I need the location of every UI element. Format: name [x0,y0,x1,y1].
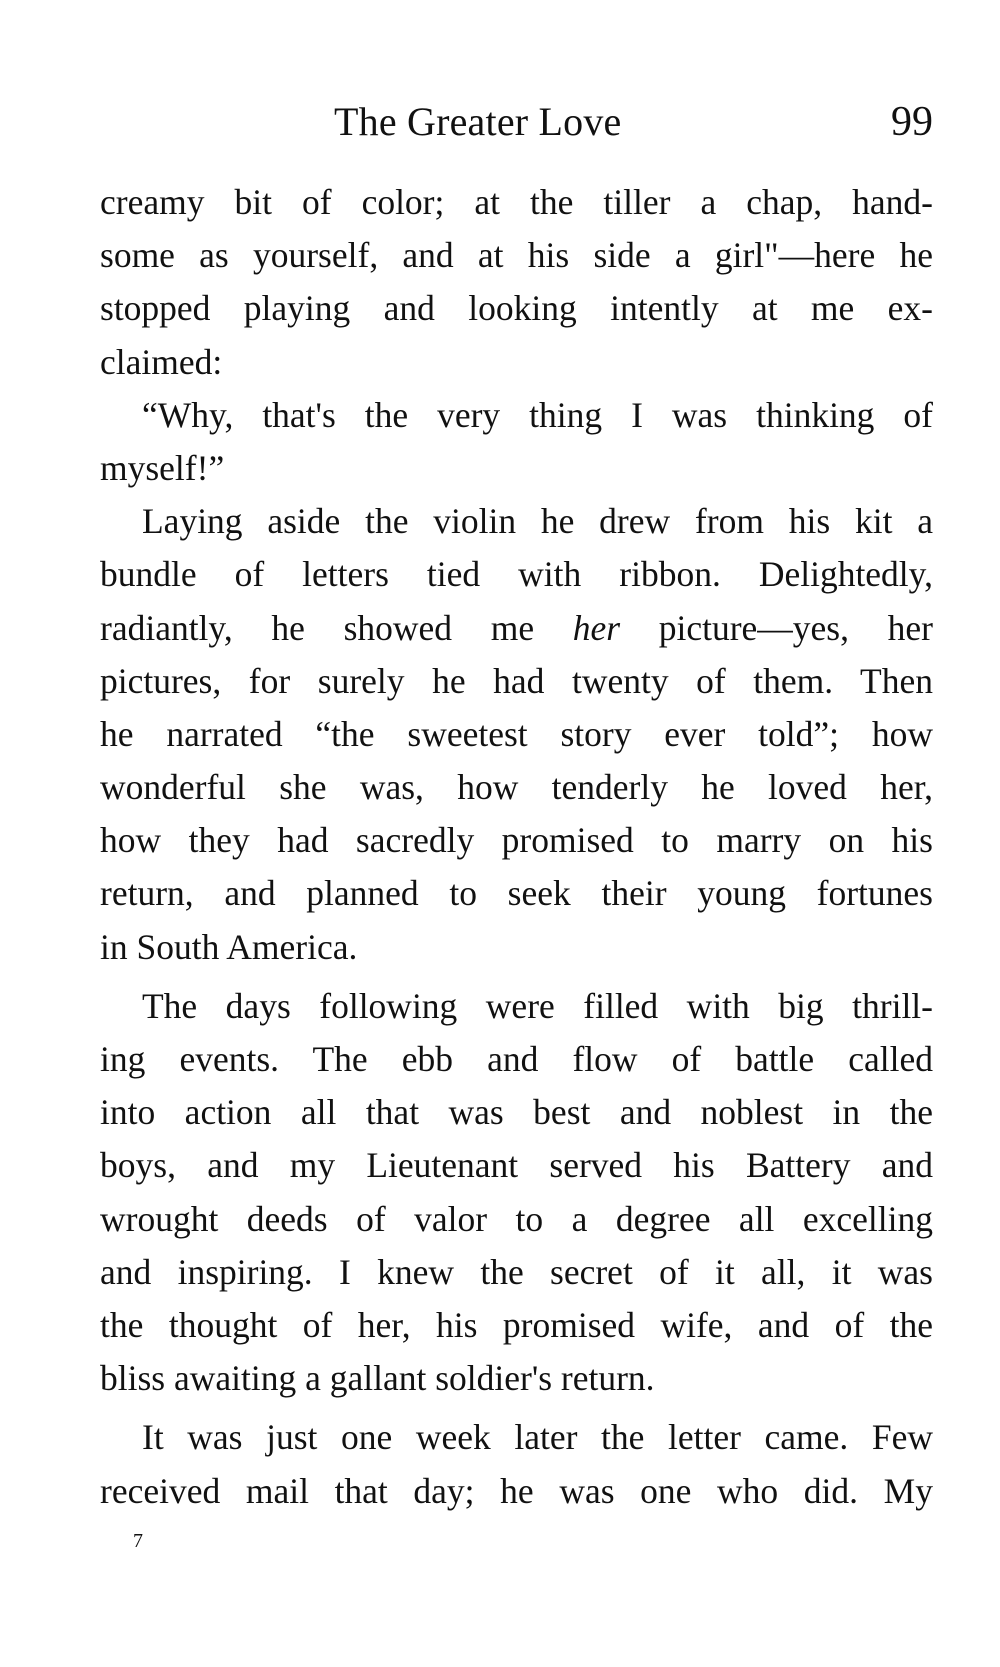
text-line: the thought of her, his promised wife, and of the [100,1304,933,1345]
text-line: creamy bit of color; at the tiller a chap, hand- [100,182,933,222]
text-line: into action all that was best and noblest in the [100,1092,933,1133]
page-number: 99 [891,99,933,145]
text-line: boys, and my Lieutenant served his Battery and [100,1145,933,1186]
running-title: The Greater Love [334,99,622,144]
paragraph [100,176,933,389]
paragraph [100,389,933,495]
running-head [100,92,933,152]
text-line: and inspiring. I knew the secret of it all, it was [100,1251,933,1292]
text-line: bliss awaiting a gallant soldier's return. [100,1358,655,1399]
text-line: in South America. [100,926,358,967]
text-line: received mail that day; he was one who did. My [100,1470,933,1511]
emphasis-her: her [572,607,621,648]
text-line-with-emphasis [100,602,933,655]
text-fragment: radiantly, he showed me [100,607,573,648]
text-line: wonderful she was, how tenderly he loved her, [100,767,933,808]
text-line: Laying aside the violin he drew from his kit a [142,501,933,542]
text-line: “Why, that's the very thing I was thinking of [142,394,933,435]
text-line: stopped playing and looking intently at me ex- [100,288,933,329]
paragraph [100,1411,933,1517]
text-line: some as yourself, and at his side a girl"—here he [100,235,933,276]
text-line: return, and planned to seek their young fortunes [100,873,933,914]
body-text [100,176,933,1518]
text-line: claimed: [100,341,223,382]
text-line: myself!” [100,447,225,488]
text-line: It was just one week later the letter came. Few [142,1417,933,1458]
text-line: how they had sacredly promised to marry on his [100,820,933,861]
text-line: ing events. The ebb and flow of battle called [100,1039,933,1079]
text-fragment: picture—yes, her [620,607,933,648]
signature-mark: 7 [133,1530,143,1552]
text-line: pictures, for surely he had twenty of them. Then [100,660,933,701]
text-line: The days following were filled with big thrill- [142,985,933,1026]
text-line: wrought deeds of valor to a degree all excelling [100,1198,933,1239]
text-line: bundle of letters tied with ribbon. Delightedly, [100,554,933,595]
paragraph [100,980,933,1406]
paragraph [100,495,933,974]
text-line: he narrated “the sweetest story ever told”; how [100,713,933,754]
